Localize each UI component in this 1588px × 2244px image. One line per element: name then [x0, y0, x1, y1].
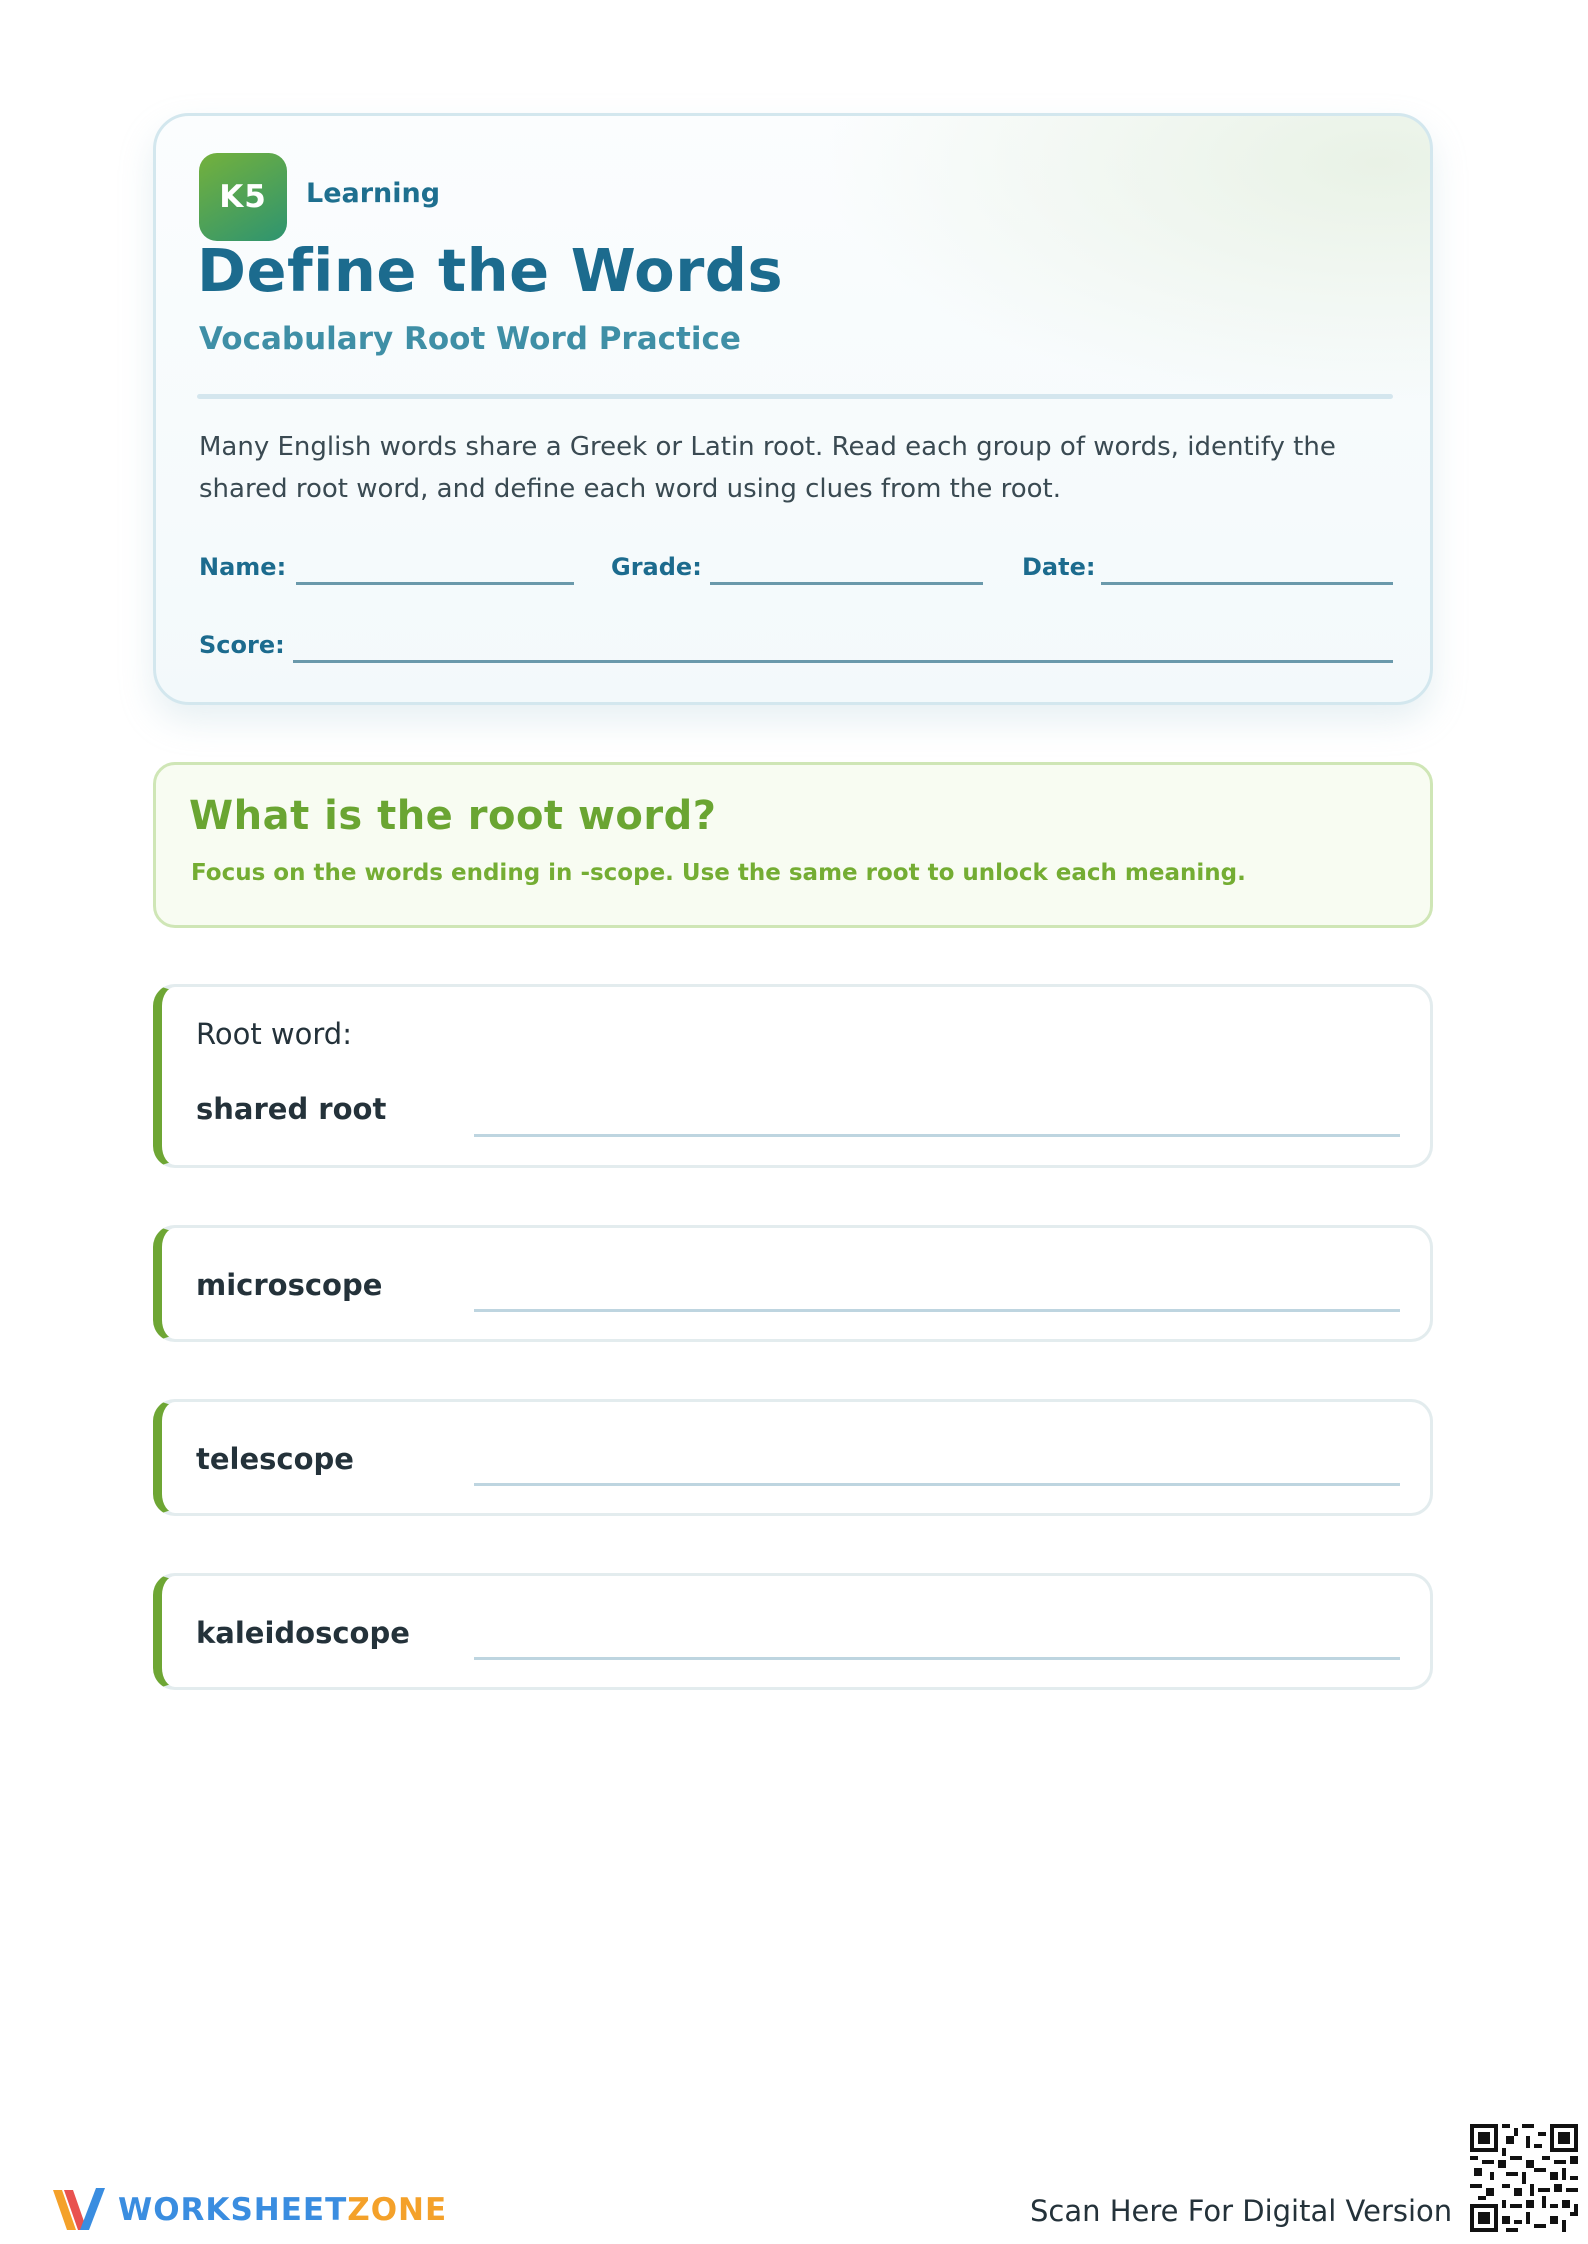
root-word-row	[153, 984, 1433, 1168]
header-divider	[197, 394, 1393, 399]
answer-line-root[interactable]	[474, 1134, 1400, 1137]
row-prefix: Root word:	[196, 1017, 352, 1051]
answer-line-telescope[interactable]	[474, 1483, 1400, 1486]
page-title: Define the Words	[197, 236, 784, 305]
score-field[interactable]	[293, 660, 1393, 663]
grade-field[interactable]	[710, 582, 983, 585]
brand-name	[118, 2192, 447, 2228]
instructions-emphasis: -scope	[580, 860, 666, 886]
date-field[interactable]	[1101, 582, 1393, 585]
brand-name-part1: WORKSHEET	[118, 2192, 348, 2228]
answer-line-kaleidoscope[interactable]	[474, 1657, 1400, 1660]
word-row-telescope	[153, 1399, 1433, 1516]
qr-code-icon[interactable]	[1470, 2124, 1578, 2232]
intro-text: Many English words share a Greek or Latin root. Read each group of words, identify the shared root word, and define each word using clues from the root.	[199, 432, 1336, 504]
section-instructions	[191, 860, 1246, 886]
page-subtitle: Vocabulary Root Word Practice	[199, 321, 741, 357]
row-word: telescope	[196, 1442, 354, 1476]
name-field[interactable]	[296, 582, 574, 585]
logo-text: Learning	[306, 178, 441, 209]
instructions-start: Focus on the words ending in	[191, 860, 581, 886]
row-word: shared root	[196, 1092, 387, 1126]
date-label: Date:	[1022, 553, 1096, 581]
answer-line-microscope[interactable]	[474, 1309, 1400, 1312]
scan-text: Scan Here For Digital Version	[1030, 2194, 1453, 2228]
instructions-end: . Use the same root to unlock each meaning.	[665, 860, 1246, 886]
score-label: Score:	[199, 631, 285, 659]
grade-label: Grade:	[611, 553, 702, 581]
row-word: microscope	[196, 1268, 383, 1302]
word-row-microscope	[153, 1225, 1433, 1342]
header-card	[153, 113, 1433, 705]
row-word: kaleidoscope	[196, 1616, 410, 1650]
word-row-kaleidoscope	[153, 1573, 1433, 1690]
name-label: Name:	[199, 553, 287, 581]
section-title: What is the root word?	[189, 793, 717, 839]
worksheetzone-brand	[50, 2182, 447, 2238]
worksheetzone-logo-icon	[50, 2182, 108, 2238]
root-word-banner	[153, 762, 1433, 928]
k5-logo-badge: K5	[199, 153, 287, 241]
brand-name-part2: ZONE	[347, 2192, 448, 2228]
